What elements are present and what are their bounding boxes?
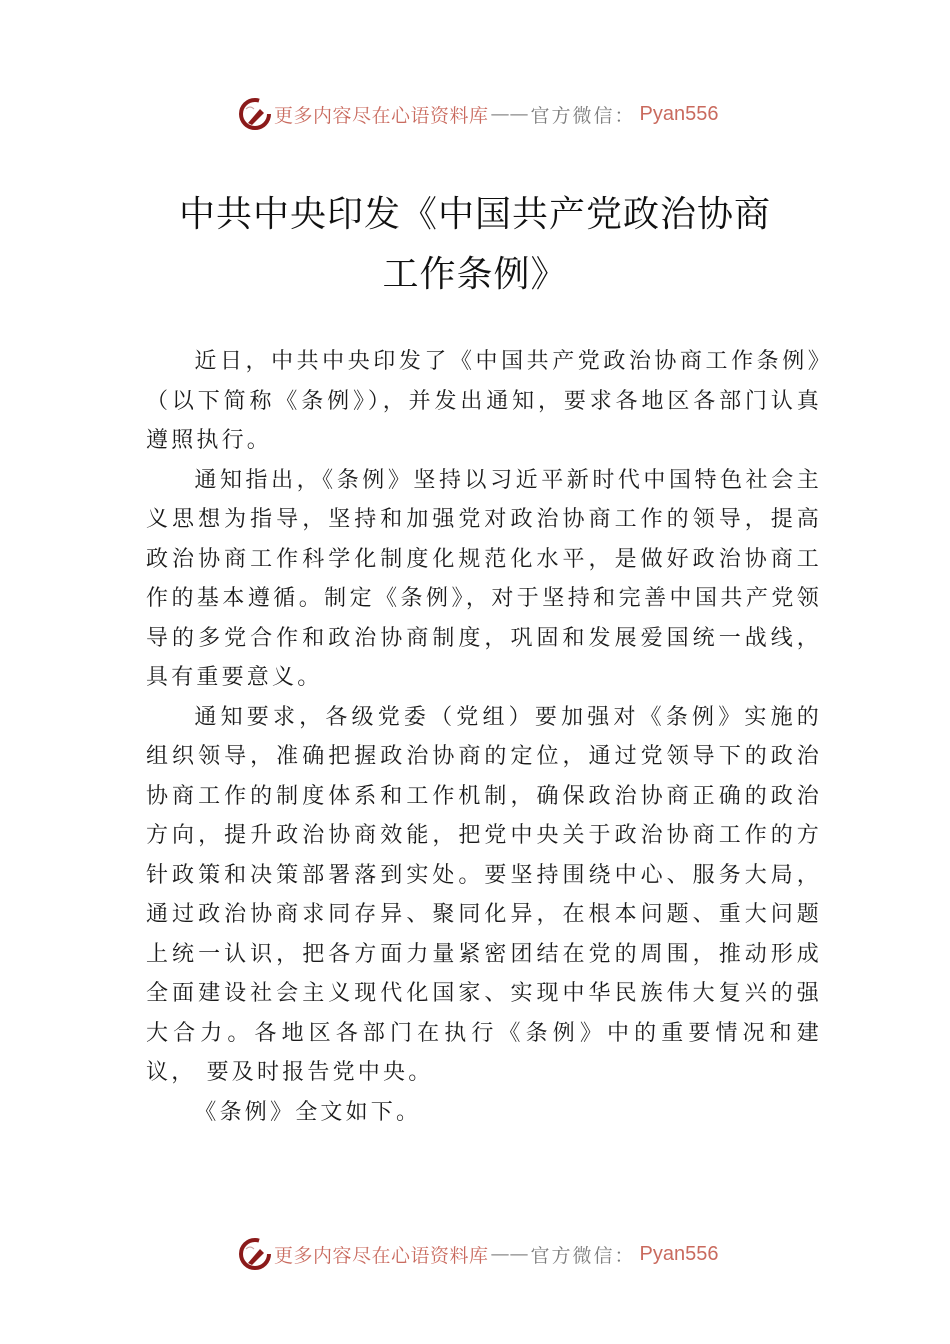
document-title-line2: 工作条例》	[382, 254, 568, 295]
header-banner	[238, 97, 718, 131]
wechat-id: Pyan556	[639, 1242, 719, 1265]
paragraph: 通知要求，各级党委（党组）要加强对《条例》实施的组织领导，准确把握政治协商的定位，通过党领导下的政治协商工作的制度体系和工作机制，确保政治协商正确的政治方向，提升政治协商效能，把党中央关于政治协商工作的方针政策和决策部署落到实处。要坚持围绕中心、服务大局， 通过政治协商求同存异、聚同化异，在根本问题、重大问题上统一认识，把各方面力量紧密团结在党的周围，推动形成全面建设社会主义现代化国家、实现中华民族伟大复兴的强大合力。各地区各部门在执行《条例》中的重要情况和建议， 要及时报告党中央。	[146, 704, 822, 1085]
paragraph: 近日，中共中央印发了《中国共产党政治协商工作条例》（以下简称《条例》），并发出通知，要求各地区各部门认真遵照执行。	[146, 349, 822, 453]
separator: ——	[490, 1243, 529, 1265]
pen-nib-logo-icon	[238, 1237, 272, 1271]
wechat-label: 官方微信：	[530, 104, 636, 127]
brand-text: 更多内容尽在心语资料库	[274, 1244, 489, 1267]
wechat-id: Pyan556	[639, 102, 719, 125]
brand-text: 更多内容尽在心语资料库	[274, 104, 489, 127]
document-title-line1: 中共中央印发《中国共产党政治协商	[178, 194, 771, 235]
paragraph: 《条例》全文如下。	[194, 1099, 422, 1125]
document-body	[146, 342, 822, 1132]
pen-nib-logo-icon	[238, 97, 272, 131]
footer-banner	[238, 1237, 718, 1271]
paragraph: 通知指出，《条例》坚持以习近平新时代中国特色社会主义思想为指导，坚持和加强党对政治协商工作的领导，提高政治协商工作科学化制度化规范化水平，是做好政治协商工作的基本遵循。制定《条例》，对于坚持和完善中国共产党领导的多党合作和政治协商制度，巩固和发展爱国统一战线， 具有重要意义。	[146, 467, 822, 690]
separator: ——	[490, 103, 529, 125]
wechat-label: 官方微信：	[530, 1244, 636, 1267]
